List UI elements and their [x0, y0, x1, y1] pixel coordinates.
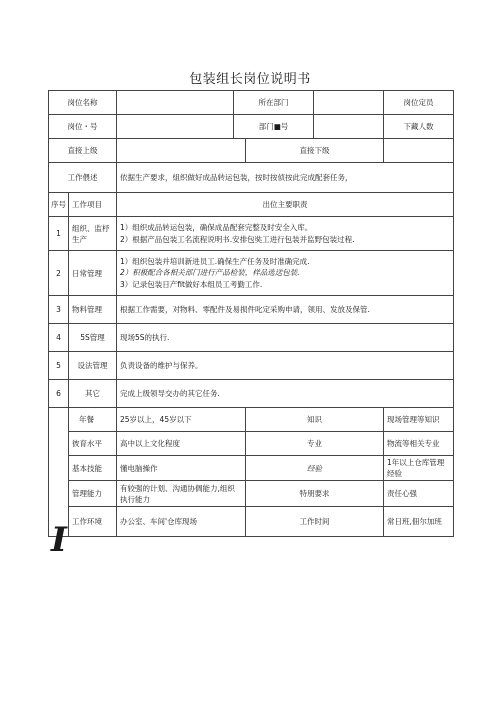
- experience-value: 1年以上仓库管理经验: [384, 456, 454, 481]
- document-title: 包装组长岗位说明书: [189, 72, 311, 87]
- age-label: 年餐: [69, 408, 117, 432]
- ability-value: 有较强的计划、沟通协倜能力,组织执行能力: [117, 481, 246, 507]
- duty-line: 1）组织成品转运包装，确保成品配套完整及时安全入库。: [120, 223, 313, 232]
- work-hours-label: 工作时间: [246, 507, 384, 537]
- summary-label: 工作偎述: [49, 163, 117, 193]
- department-number-value: [314, 115, 384, 139]
- subordinates-count-label: 下藏人数: [384, 115, 454, 139]
- education-label: 彼育水平: [69, 432, 117, 456]
- duty-line: 现场5S的执行.: [120, 333, 170, 342]
- duty-line: 2）根据产品包装工名流程说明书.安排包奘工进行包装并监野包装过程.: [120, 234, 355, 244]
- duty-number: 1: [49, 217, 69, 251]
- summary-text: 依据生产要求，組织做好成品转运包装，按时按侦按此完成配套任务，: [117, 163, 454, 193]
- major-label: 专业: [246, 432, 384, 456]
- duty-line: 完成上级领导交办的其它任务.: [120, 389, 220, 398]
- department-value: [314, 91, 384, 115]
- duty-item: 日常管理: [69, 251, 117, 296]
- duty-content-header: 出位主要职责: [117, 193, 454, 217]
- duty-item: 5S管理: [69, 324, 117, 352]
- job-description-table: [48, 90, 453, 537]
- duty-item: 其它: [69, 380, 117, 408]
- duty-line: 2）积极配合各相关部门进行产品检装，样品选送包装.: [120, 268, 300, 278]
- post-name-value: [117, 91, 234, 115]
- duty-content: [117, 251, 454, 296]
- superior-label: 直接上级: [49, 139, 117, 163]
- duty-content: [117, 217, 454, 251]
- environment-label: 工作环境: [69, 507, 117, 537]
- superior-value: [117, 139, 246, 163]
- skills-label: 基本技能: [69, 456, 117, 481]
- duty-line: 1）组织包装并培训新进员工.确保生产任务及时准确完成.: [120, 256, 310, 266]
- post-number-value: [117, 115, 234, 139]
- post-name-label: 岗位名称: [49, 91, 117, 115]
- subordinate-label: 直接下级: [246, 139, 384, 163]
- environment-value: 办公室、车间'仓库现场: [117, 507, 246, 537]
- ability-label: 管理能力: [69, 481, 117, 507]
- duty-number: 2: [49, 251, 69, 296]
- duty-number-header: 序号: [49, 193, 69, 217]
- duty-item: 设法管理: [69, 352, 117, 380]
- skills-value: 懂电脑操作: [117, 456, 246, 481]
- work-hours-value: 常日班,佃尔加班: [384, 507, 454, 537]
- department-number-label: 部门■号: [234, 115, 314, 139]
- duty-content: [117, 380, 454, 408]
- special-requirement-label: 特朋要求: [246, 481, 384, 507]
- headcount-label: 岗位定员: [384, 91, 454, 115]
- duty-line: 3）记录包装日产fit做好本组员工考勤工作.: [120, 279, 263, 289]
- post-number-label: 岗位・号: [49, 115, 117, 139]
- age-value: 25岁以上，45岁以下: [117, 408, 246, 432]
- duty-number: 5: [49, 352, 69, 380]
- qualification-side-cell: [49, 408, 69, 537]
- duty-line: 负责设备的维护与保养。: [120, 361, 203, 370]
- duty-line: 根据工作需要，对物料、零配件及易损件叱定采购申请，领用、发放及保管.: [120, 305, 370, 314]
- special-requirement-value: 责任心强: [384, 481, 454, 507]
- duty-item-header: 工作项目: [69, 193, 117, 217]
- subordinate-value: [384, 139, 454, 163]
- knowledge-value: 现场管理等知识: [384, 408, 454, 432]
- duty-content: [117, 324, 454, 352]
- knowledge-label: 知识: [246, 408, 384, 432]
- major-value: 物流等相关专业: [384, 432, 454, 456]
- duty-number: 6: [49, 380, 69, 408]
- side-mark-glyph: I: [51, 520, 67, 560]
- side-mark: [46, 520, 72, 560]
- duty-content: [117, 352, 454, 380]
- duty-number: 4: [49, 324, 69, 352]
- education-value: 高中以上文化程度: [117, 432, 246, 456]
- department-label: 所在部门: [234, 91, 314, 115]
- duty-number: 3: [49, 296, 69, 324]
- experience-label: 经验: [246, 456, 384, 481]
- duty-item: 组织、监杼生产: [69, 217, 117, 251]
- duty-content: [117, 296, 454, 324]
- duty-item: 物料管理: [69, 296, 117, 324]
